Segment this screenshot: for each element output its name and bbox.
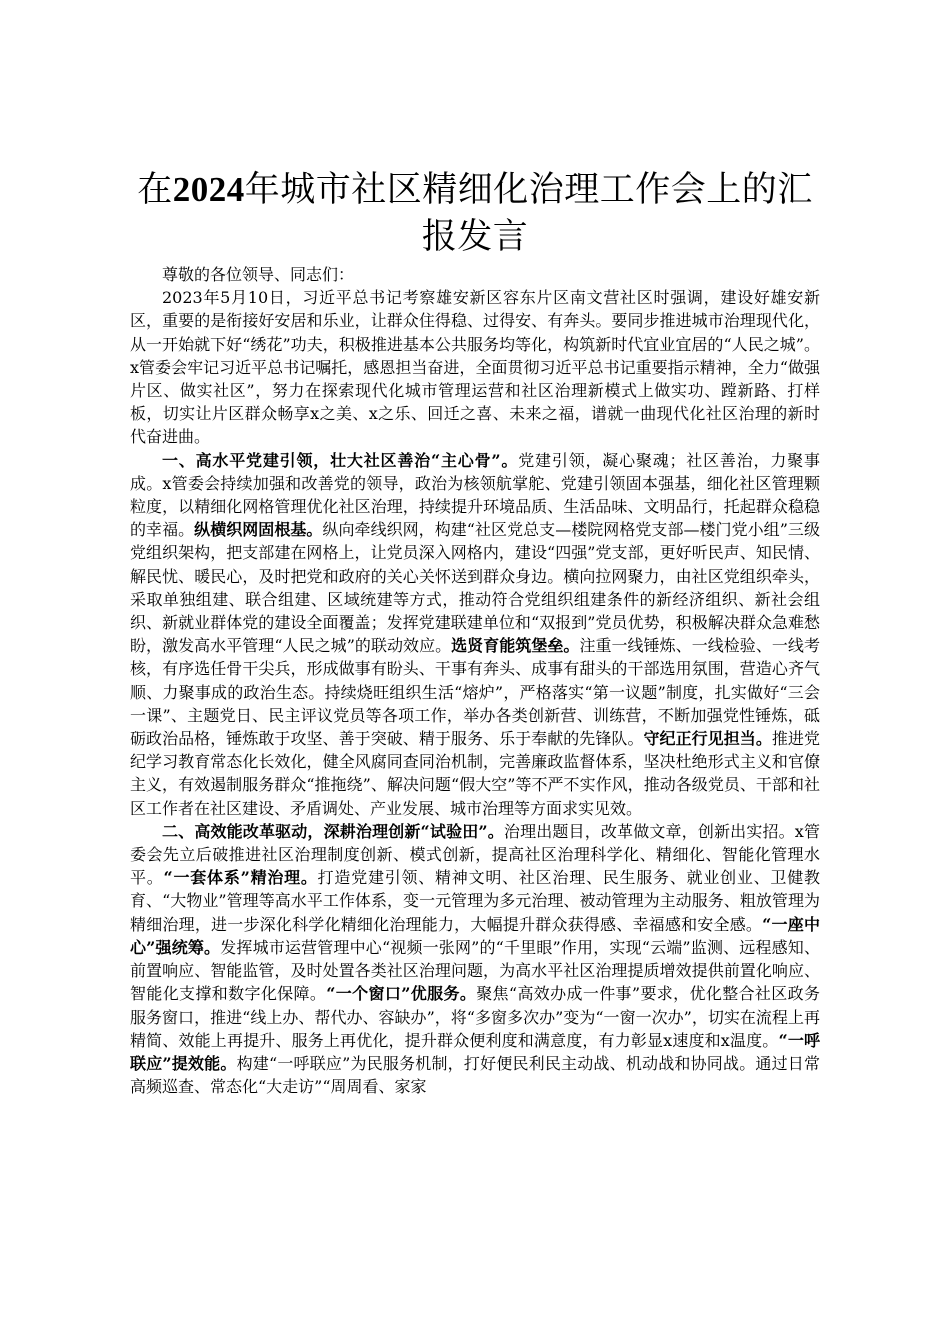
section-one-subheading-4: 守纪正行见担当。 xyxy=(643,729,772,749)
title-rest: 年城市社区精细化治理工作会上的汇报发言 xyxy=(244,170,813,257)
section-two-text-4: 聚焦“高效办成一件事”要求，优化整合社区政务服务窗口，推进“线上办、帮代办、容缺办”，将“多窗多次办”变为“一窗一次办”，切实在流程上再精简、效能上再提升、服务上再优化，提升群众便利度和满意度，有力彰显x速度和x温度。 xyxy=(130,984,820,1050)
section-two-text-3: 发挥城市运营管理中心“视频一张网”的“千里眼”作用，实现“云端”监测、远程感知、前置响应、智能监管，及时处置各类社区治理问题，为高水平社区治理提质增效提供前置化响应、智能化支撑和数字化保障。 xyxy=(130,937,820,1004)
title-year: 2024 xyxy=(172,170,245,209)
section-two-text-5: 构建“一呼联应”为民服务机制，打好便民利民主动战、机动战和协同战。通过日常高频巡查、常态化“大走访”“周周看、家家 xyxy=(130,1053,820,1097)
section-two-text-1: 治理出题目，改革做文章，创新出实招。x管委会先立后破推进社区治理制度创新、模式创新，提高社区治理科学化、精细化、智能化管理水平。 xyxy=(130,821,820,888)
document-title xyxy=(130,166,820,261)
section-one-paragraph xyxy=(130,449,820,820)
section-two-text-2: 打造党建引领、精神文明、社区治理、民生服务、就业创业、卫健教育、“大物业”管理等高水平工作体系，变一元管理为多元治理、被动管理为主动服务、粗放管理为精细治理，进一步深化科学化精细化治理能力，大幅提升群众获得感、幸福感和安全感。 xyxy=(130,868,820,934)
section-two-heading: 二、高效能改革驱动，深耕治理创新“试验田”。 xyxy=(162,821,504,841)
title-prefix: 在 xyxy=(137,170,173,210)
section-one-text-2: 纵向牵线织网，构建“社区党总支—楼院网格党支部—楼门党小组”三级党组织架构，把支部建在网格上，让党员深入网格内，建设“四强”党支部，更好听民声、知民情、解民忧、暖民心，及时把党和政府的关心关怀送到群众身边。横向拉网聚力，由社区党组织牵头，采取单独组建、联合组建、区域统建等方式，推动符合党组织组建条件的新经济组织、新社会组织、新就业群体党的建设全面覆盖；发挥党建联建单位和“双报到”党员优势，积极解决群众急难愁盼，激发高水平管理“人民之城”的联动效应。 xyxy=(130,520,820,656)
section-two-paragraph xyxy=(130,820,820,1098)
salutation: 尊敬的各位领导、同志们： xyxy=(162,265,355,284)
section-one-text-1: 党建引领，凝心聚魂；社区善治，力聚事成。x管委会持续加强和改善党的领导，政治为核领航掌舵、党建引领固本强基，细化社区管理颗粒度，以精细化网格管理优化社区治理，持续提升环境品质、生活品味、文明品行，托起群众稳稳的幸福。 xyxy=(130,450,820,540)
section-one-heading: 一、高水平党建引领，壮大社区善治“主心骨”。 xyxy=(162,450,519,470)
section-one-subheading-2: 纵横织网固根基。 xyxy=(194,520,323,540)
section-one-text-4: 推进党纪学习教育常态化长效化，健全风腐同查同治机制，完善廉政监督体系，坚决杜绝形式主义和官僚主义，有效遏制服务群众“推拖绕”、解决问题“假大空”等不严不实作风，推动各级党员、干部和社区工作者在社区建设、矛盾调处、产业发展、城市治理等方面求实见效。 xyxy=(130,729,820,818)
document-body xyxy=(130,263,820,1098)
section-one-text-3: 注重一线锤炼、一线检验、一线考核，有序选任骨干尖兵，形成做事有盼头、干事有奔头、成事有甜头的干部选用氛围，营造心齐气顺、力聚事成的政治生态。持续烧旺组织生活“熔炉”，严格落实“第一议题”制度，扎实做好“三会一课”、主题党日、民主评议党员等各项工作，举办各类创新营、训练营，不断加强党性锤炼，砥砺政治品格，锤炼敢于攻坚、善于突破、精于服务、乐于奉献的先锋队。 xyxy=(130,636,820,749)
section-two-subheading-5: “一呼联应”提效能。 xyxy=(130,1030,820,1073)
section-two-subheading-3: “一座中心”强统筹。 xyxy=(130,914,820,957)
section-two-subheading-4: “一个窗口”优服务。 xyxy=(326,984,477,1004)
intro-paragraph: 2023年5月10日，习近平总书记考察雄安新区容东片区南文营社区时强调，建设好雄安新区，重要的是衔接好安居和乐业，让群众住得稳、过得安、有奔头。要同步推进城市治理现代化，从一开始就下好“绣花”功夫，积极推进基本公共服务均等化，构筑新时代宜业宜居的“人民之城”。x管委会牢记习近平总书记嘱托，感恩担当奋进，全面贯彻习近平总书记重要指示精神，全力“做强片区、做实社区”，努力在探索现代化城市管理运营和社区治理新模式上做实功、蹚新路、打样板，切实让片区群众畅享x之美、x之乐、回迁之喜、未来之福，谱就一曲现代化社区治理的新时代奋进曲。 xyxy=(130,288,820,447)
section-one-subheading-3: 选贤育能筑堡垒。 xyxy=(451,636,580,656)
section-two-subheading-2: “一套体系”精治理。 xyxy=(163,868,318,888)
